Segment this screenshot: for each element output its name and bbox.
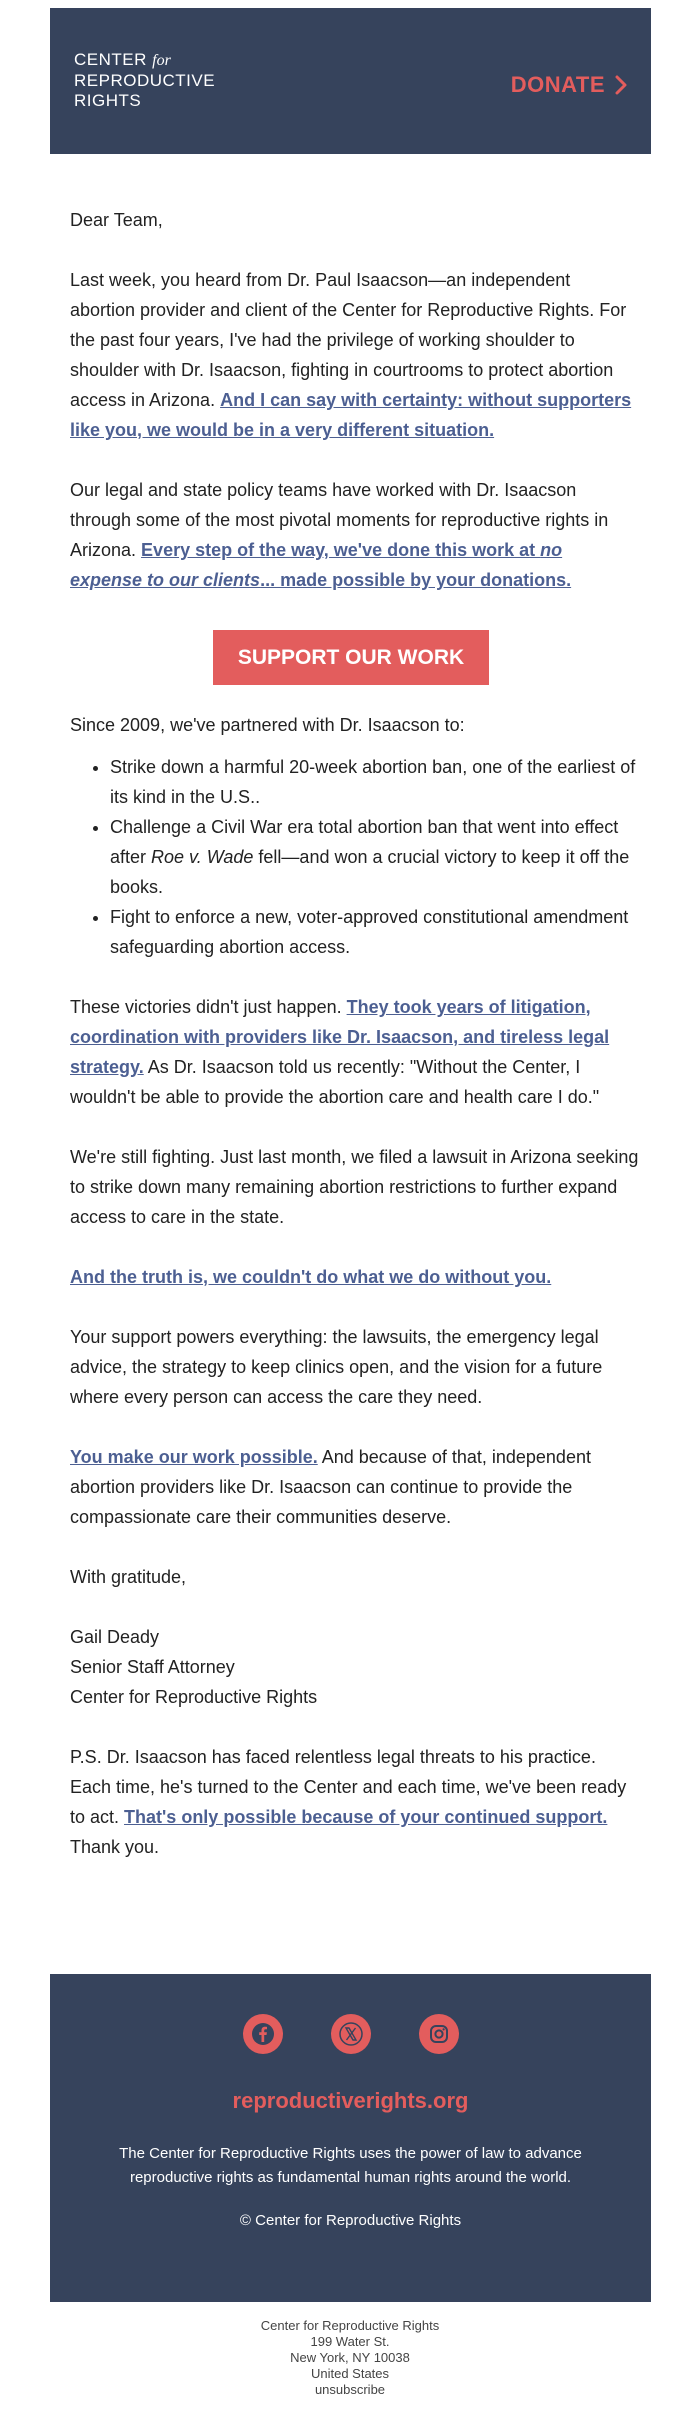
paragraph-3 bbox=[70, 992, 640, 1112]
social-links bbox=[50, 2014, 651, 2054]
paragraph-2-link-emphasis: no expense to our clients bbox=[70, 540, 563, 590]
paragraph-1-text: Last week, you heard from Dr. Paul Isaacson—an independent abortion provider and client of the Center for Reproductive Rights. For the past four years, I've had the privilege of working shoulder to shoulder with Dr. Isaacson, fighting in courtrooms to protect abortion access in Arizona. bbox=[70, 270, 627, 410]
logo-line-rights: RIGHTS bbox=[74, 91, 142, 110]
paragraph-1 bbox=[70, 265, 635, 445]
paragraph-3-text-a: These victories didn't just happen. bbox=[70, 997, 347, 1017]
logo-line-for: for bbox=[152, 52, 171, 69]
site-url-link[interactable]: reproductiverights.org bbox=[232, 2088, 469, 2113]
paragraph-1-link[interactable]: And I can say with certainty: without supporters like you, we would be in a very different situation. bbox=[70, 390, 632, 440]
logo[interactable] bbox=[74, 50, 215, 111]
instagram-icon[interactable] bbox=[419, 2014, 459, 2054]
paragraph-2 bbox=[70, 475, 635, 595]
signature-title: Senior Staff Attorney bbox=[70, 1657, 235, 1677]
logo-line-reproductive: REPRODUCTIVE bbox=[74, 71, 216, 90]
signature-name: Gail Deady bbox=[70, 1627, 160, 1647]
donate-label: DONATE bbox=[510, 72, 605, 97]
closing: With gratitude, bbox=[70, 1567, 187, 1587]
case-name: Roe v. Wade bbox=[151, 847, 254, 867]
letter-body-top bbox=[70, 205, 635, 595]
greeting: Dear Team, bbox=[70, 210, 163, 230]
address-country: United States bbox=[310, 2366, 390, 2381]
facebook-icon[interactable] bbox=[243, 2014, 283, 2054]
list-item: • Strike down a harmful 20-week abortion ban, one of the earliest of its kind in the U.S.. bbox=[110, 752, 640, 812]
unsubscribe-link[interactable]: unsubscribe bbox=[314, 2382, 386, 2397]
x-icon[interactable] bbox=[331, 2014, 371, 2054]
logo-line-center: CENTER bbox=[74, 50, 147, 69]
email-header bbox=[50, 8, 651, 154]
postscript-end: Thank you. bbox=[70, 1837, 160, 1857]
paragraph-4: We're still fighting. Just last month, we filed a lawsuit in Arizona seeking to strike down many remaining abortion restrictions to further expand access to care in the state. bbox=[70, 1147, 639, 1227]
copyright: © Center for Reproductive Rights bbox=[239, 2212, 462, 2229]
paragraph-7-link[interactable]: You make our work possible. bbox=[70, 1447, 318, 1467]
paragraph-2-link[interactable] bbox=[70, 540, 571, 590]
donate-button[interactable] bbox=[511, 72, 627, 98]
mission-statement: The Center for Reproductive Rights uses the power of law to advance reproductive rights as fundamental human rights around the world. bbox=[119, 2145, 582, 2186]
postscript-link[interactable]: That's only possible because of your continued support. bbox=[124, 1807, 608, 1827]
bullet-2-text-a: Challenge a Civil War era total abortion ban that went into effect after bbox=[110, 817, 619, 867]
cta-container bbox=[213, 630, 489, 685]
support-our-work-button[interactable]: SUPPORT OUR WORK bbox=[213, 630, 489, 685]
email-footer bbox=[50, 1974, 651, 2302]
bullet-2-text-b: fell—and won a crucial victory to keep it off the books. bbox=[110, 847, 630, 897]
paragraph-3-text-b: As Dr. Isaacson told us recently: "Without the Center, I wouldn't be able to provide the abortion care and health care I do." bbox=[70, 1057, 600, 1107]
mailing-address bbox=[0, 2318, 700, 2398]
paragraph-2-link-part-a: Every step of the way, we've done this work at bbox=[141, 540, 541, 560]
paragraph-5 bbox=[70, 1262, 640, 1292]
address-city: New York, NY 10038 bbox=[290, 2350, 410, 2365]
list-item bbox=[110, 812, 640, 902]
paragraph-7-text: And because of that, independent abortion providers like Dr. Isaacson can continue to provide the compassionate care their communities deserve. bbox=[70, 1447, 591, 1527]
postscript-text: P.S. Dr. Isaacson has faced relentless legal threats to his practice. Each time, he's turned to the Center and each time, we've been ready to act. bbox=[70, 1747, 627, 1827]
signature-org: Center for Reproductive Rights bbox=[70, 1687, 318, 1707]
address-street: 199 Water St. bbox=[310, 2334, 390, 2349]
postscript bbox=[70, 1742, 640, 1862]
paragraph-5-link[interactable]: And the truth is, we couldn't do what we do without you. bbox=[70, 1267, 552, 1287]
address-org: Center for Reproductive Rights bbox=[260, 2318, 440, 2333]
partnered-intro: Since 2009, we've partnered with Dr. Isaacson to: bbox=[70, 715, 465, 735]
list-item: • Fight to enforce a new, voter-approved constitutional amendment safeguarding abortion access. bbox=[110, 902, 640, 962]
paragraph-7 bbox=[70, 1442, 640, 1532]
letter-body-bottom bbox=[70, 710, 640, 1862]
paragraph-2-text: Our legal and state policy teams have worked with Dr. Isaacson through some of the most pivotal moments for reproductive rights in Arizona. bbox=[70, 480, 609, 560]
paragraph-3-link[interactable]: They took years of litigation, coordination with providers like Dr. Isaacson, and tireless legal strategy. bbox=[70, 997, 610, 1077]
paragraph-6: Your support powers everything: the lawsuits, the emergency legal advice, the strategy to keep clinics open, and the vision for a future where every person can access the care they need. bbox=[70, 1327, 603, 1407]
paragraph-2-link-part-c: ... made possible by your donations. bbox=[260, 570, 572, 590]
victories-list bbox=[70, 752, 640, 962]
chevron-right-icon bbox=[615, 75, 627, 95]
